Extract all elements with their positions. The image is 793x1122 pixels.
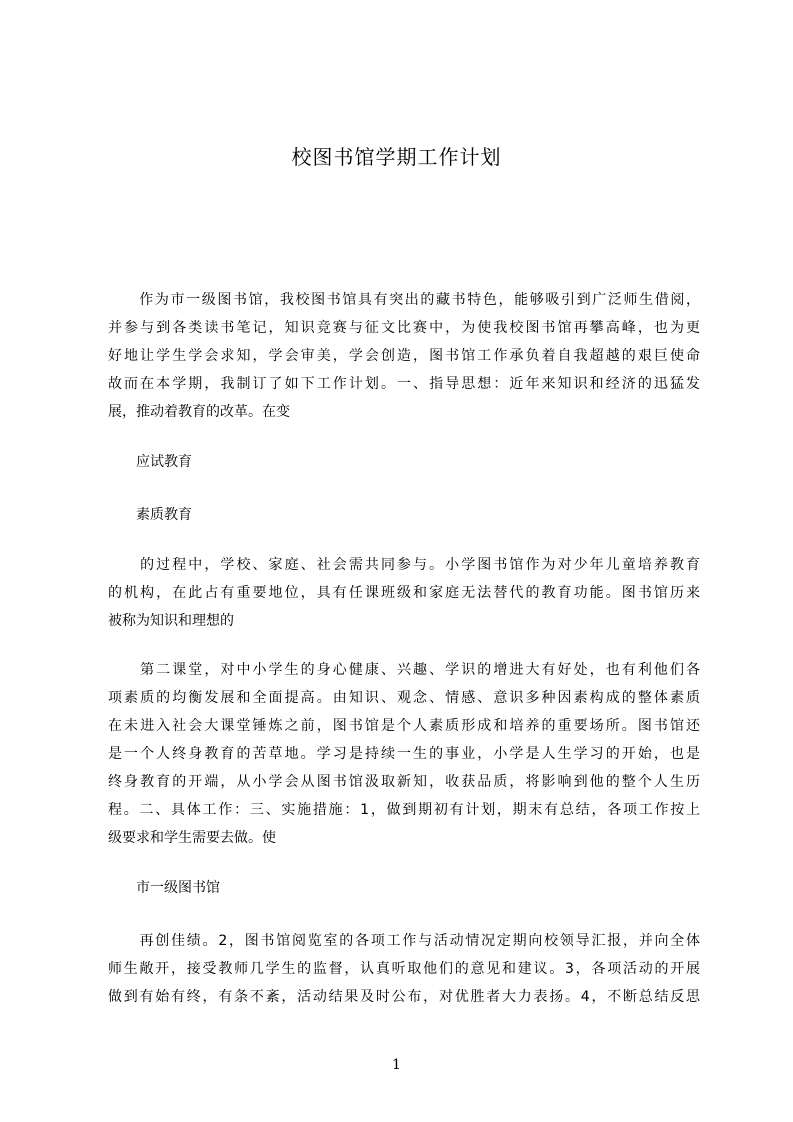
- paragraph-line: 应试教育: [108, 454, 192, 470]
- paragraph-line: 程。二、具体工作：三、实施措施：1，做到期初有计划，期末有总结，各项工作按上: [108, 802, 700, 818]
- paragraph-line: 终身教育的开端，从小学会从图书馆汲取新知，收获品质，将影响到他的整个人生历: [108, 774, 700, 790]
- paragraph-line: 是一个人终身教育的苦草地。学习是持续一生的事业，小学是人生学习的开始，也是: [108, 746, 700, 762]
- paragraph-line: 展，推动着教育的改革。在变: [108, 404, 290, 420]
- paragraph-line: 并参与到各类读书笔记，知识竞赛与征文比赛中，为使我校图书馆再攀高峰，也为更: [108, 320, 700, 336]
- paragraph-line: 市一级图书馆: [108, 880, 220, 896]
- paragraph-line: 好地让学生学会求知，学会审美，学会创造，图书馆工作承负着自我超越的艰巨使命: [108, 348, 700, 364]
- paragraph-line: 级要求和学生需要去做。使: [108, 830, 276, 846]
- paragraph-line: 作为市一级图书馆，我校图书馆具有突出的藏书特色，能够吸引到广泛师生借阅，: [108, 292, 700, 308]
- paragraph-line: 在未进入社会大课堂锤炼之前，图书馆是个人素质形成和培养的重要场所。图书馆还: [108, 718, 700, 734]
- paragraph-line: 的机构，在此占有重要地位，具有任课班级和家庭无法替代的教育功能。图书馆历来: [108, 585, 700, 601]
- paragraph-line: 素质教育: [108, 507, 192, 523]
- paragraph-line: 被称为知识和理想的: [108, 613, 234, 629]
- paragraph-line: 做到有始有终，有条不紊，活动结果及时公布，对优胜者大力表扬。4，不断总结反思: [108, 989, 700, 1005]
- paragraph-line: 师生敞开，接受教师几学生的监督，认真听取他们的意见和建议。3，各项活动的开展: [108, 961, 700, 977]
- page-number: 1: [392, 1057, 401, 1073]
- document-title: 校图书馆学期工作计划: [291, 145, 502, 169]
- paragraph-line: 项素质的均衡发展和全面提高。由知识、观念、情感、意识多种因素构成的整体素质: [108, 690, 700, 706]
- paragraph-line: 的过程中，学校、家庭、社会需共同参与。小学图书馆作为对少年儿童培养教育: [108, 557, 700, 573]
- paragraph-line: 第二课堂，对中小学生的身心健康、兴趣、学识的增进大有好处，也有利他们各: [108, 662, 700, 678]
- paragraph-line: 故而在本学期，我制订了如下工作计划。一、指导思想：近年来知识和经济的迅猛发: [108, 376, 700, 392]
- paragraph-line: 再创佳绩。2，图书馆阅览室的各项工作与活动情况定期向校领导汇报，并向全体: [108, 933, 700, 949]
